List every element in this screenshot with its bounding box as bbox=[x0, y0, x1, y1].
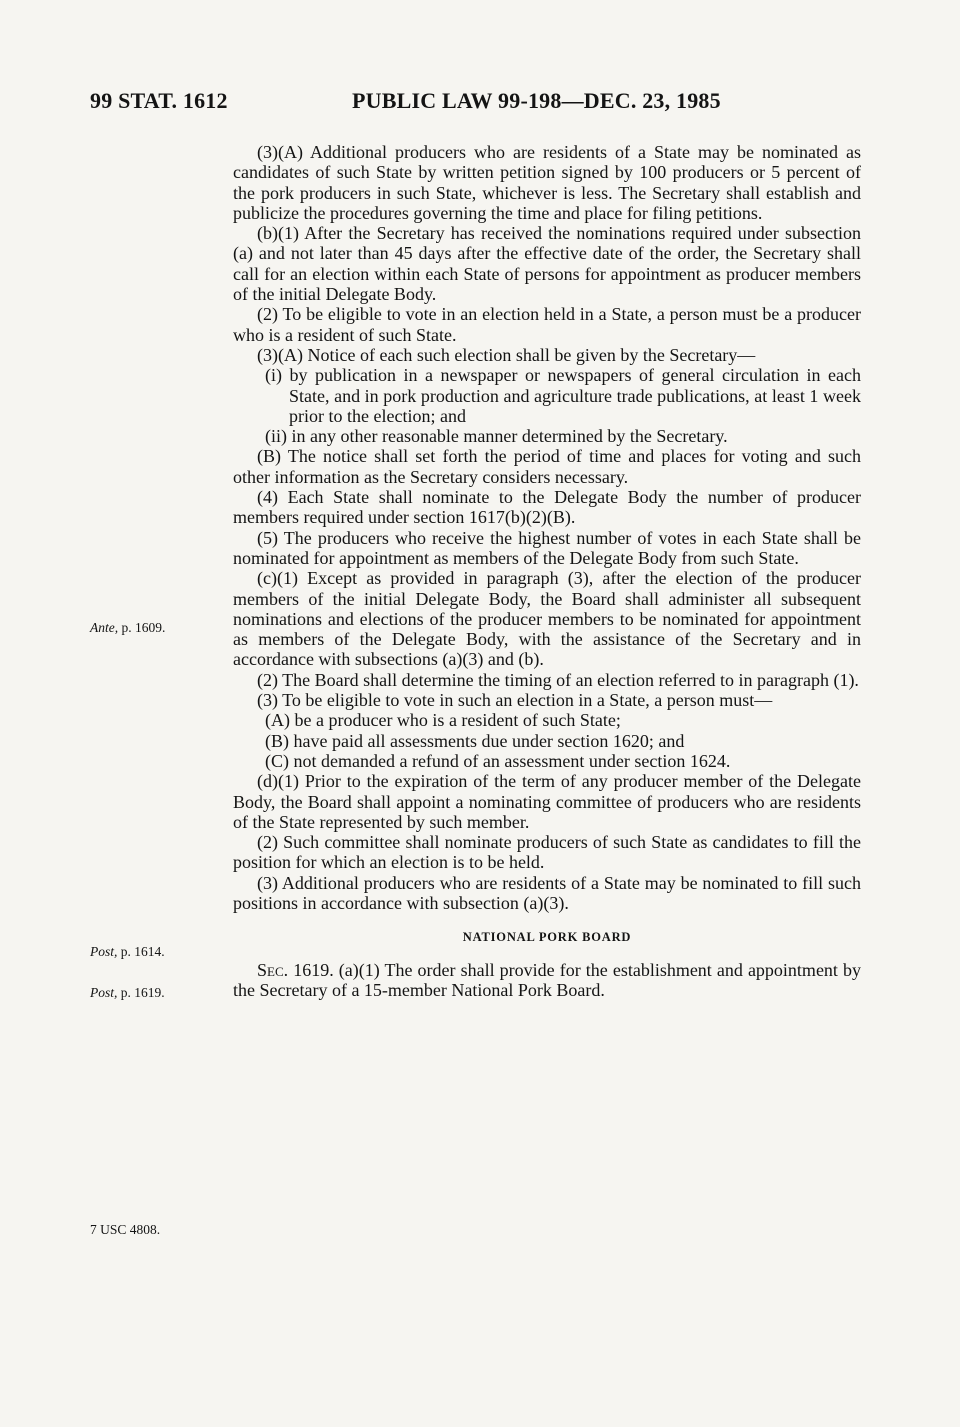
margin-note-ref: Post, bbox=[90, 944, 118, 959]
list-item: (i) by publication in a newspaper or newspapers of general circulation in each State, and in pork production and agriculture trade publications, at least 1 week prior to the election; and bbox=[265, 365, 861, 426]
page-title: PUBLIC LAW 99-198—DEC. 23, 1985 bbox=[352, 88, 721, 113]
list-item: (C) not demanded a refund of an assessment under section 1624. bbox=[265, 750, 731, 771]
section-heading: NATIONAL PORK BOARD bbox=[462, 930, 632, 945]
paragraph: (3)(A) Additional producers who are residents of a State may be nominated as candidates of such State by written petition signed by 100 producers or 5 percent of the pork producers in such State, whichever is less. The Secretary shall establish and publicize the procedures governing the time and place for filing petitions. bbox=[233, 142, 861, 223]
section-text: 1619. (a)(1) The order shall provide for the establishment and appointment by the Secretary of a 15-member National Pork Board. bbox=[233, 959, 861, 1000]
margin-note-page: p. 1619. bbox=[120, 985, 165, 1000]
paragraph: (c)(1) Except as provided in paragraph (3), after the election of the producer members of the initial Delegate Body, the Board shall administer all subsequent nominations and elections of the producer members to be nominated for appointment as members of the Delegate Body, with the assistance of the Secretary and in accordance with subsections (a)(3) and (b). bbox=[233, 568, 861, 670]
list-item: (ii) in any other reasonable manner determined by the Secretary. bbox=[265, 426, 728, 447]
paragraph: (3) To be eligible to vote in such an election in a State, a person must— bbox=[257, 690, 773, 711]
margin-note-usc bbox=[90, 1222, 160, 1238]
margin-note-post-1619 bbox=[90, 985, 165, 1001]
section-paragraph bbox=[233, 960, 861, 1001]
margin-note-ante bbox=[90, 620, 165, 636]
document-body bbox=[233, 142, 861, 1000]
paragraph: (3) Additional producers who are residents of a State may be nominated to fill such positions in accordance with subsection (a)(3). bbox=[233, 872, 861, 913]
margin-note-ref: Ante, bbox=[90, 620, 119, 635]
paragraph: (d)(1) Prior to the expiration of the term of any producer member of the Delegate Body, the Board shall appoint a nominating committee of producers who are residents of the State represented by such member. bbox=[233, 771, 861, 832]
margin-note-ref: Post, bbox=[90, 985, 118, 1000]
paragraph: (2) Such committee shall nominate producers of such State as candidates to fill the position for which an election is to be held. bbox=[233, 832, 861, 873]
paragraph: (2) The Board shall determine the timing of an election referred to in paragraph (1). bbox=[257, 669, 859, 690]
margin-note-page: 7 USC 4808. bbox=[90, 1222, 161, 1237]
paragraph: (2) To be eligible to vote in an election held in a State, a person must be a producer who is a resident of such State. bbox=[233, 304, 861, 345]
list-item: (B) have paid all assessments due under section 1620; and bbox=[265, 730, 685, 751]
paragraph: (b)(1) After the Secretary has received the nominations required under subsection (a) and not later than 45 days after the effective date of the order, the Secretary shall call for an election within each State of persons for appointment as producer members of the initial Delegate Body. bbox=[233, 223, 861, 305]
paragraph: (B) The notice shall set forth the period of time and places for voting and such other information as the Secretary considers necessary. bbox=[233, 446, 861, 487]
margin-note-post-1614 bbox=[90, 944, 165, 960]
stat-citation: 99 STAT. 1612 bbox=[90, 88, 228, 113]
section-label: Sec. bbox=[257, 959, 289, 980]
paragraph: (3)(A) Notice of each such election shall be given by the Secretary— bbox=[257, 344, 756, 365]
paragraph: (5) The producers who receive the highest number of votes in each State shall be nominated for appointment as members of the Delegate Body from such State. bbox=[233, 527, 861, 568]
paragraph: (4) Each State shall nominate to the Delegate Body the number of producer members required under section 1617(b)(2)(B). bbox=[233, 487, 861, 528]
list-item: (A) be a producer who is a resident of such State; bbox=[265, 710, 621, 731]
margin-note-page: p. 1609. bbox=[121, 620, 166, 635]
margin-note-page: p. 1614. bbox=[120, 944, 165, 959]
